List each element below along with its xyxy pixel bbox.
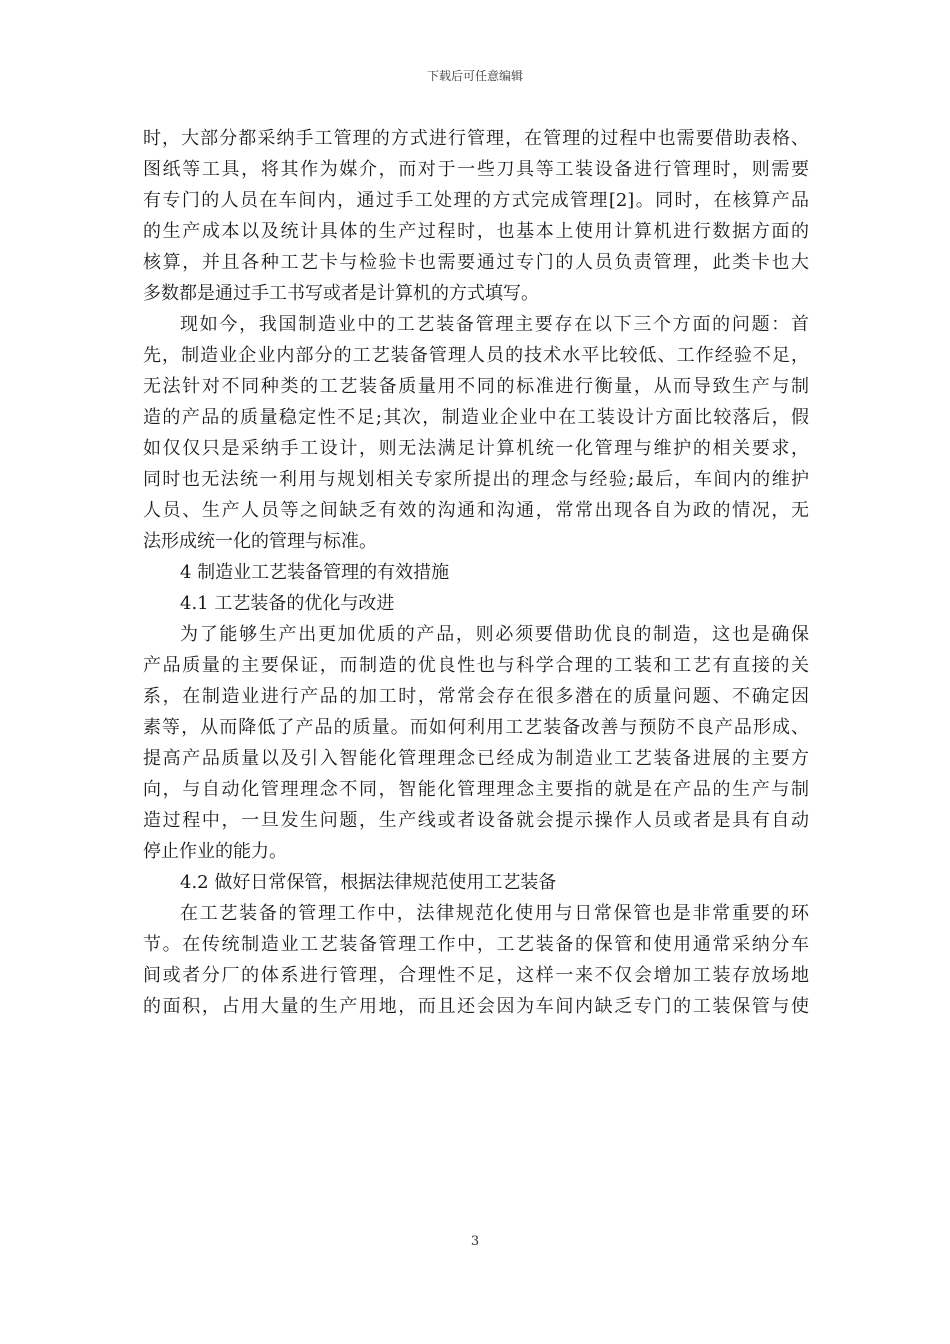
text-line: 图纸等工具，将其作为媒介，而对于一些刀具等工装设备进行管理时，则需要	[143, 159, 809, 180]
text-line: 在工艺装备的管理工作中，法律规范化使用与日常保管也是非常重要的环	[180, 903, 809, 924]
subsection-heading: 4.1 工艺装备的优化与改进	[180, 593, 395, 614]
text-line: 有专门的人员在车间内，通过手工处理的方式完成管理[2]。同时，在核算产品	[143, 190, 809, 211]
text-line: 的生产成本以及统计具体的生产过程时，也基本上使用计算机进行数据方面的	[143, 221, 809, 242]
text-line: 停止作业的能力。	[143, 841, 287, 862]
text-line: 为了能够生产出更加优质的产品，则必须要借助优良的制造，这也是确保	[180, 624, 809, 645]
text-line: 多数都是通过手工书写或者是计算机的方式填写。	[143, 283, 539, 304]
text-line: 提高产品质量以及引入智能化管理理念已经成为制造业工艺装备进展的主要方	[143, 748, 809, 769]
page-number: 3	[470, 1234, 480, 1249]
section-heading: 4 制造业工艺装备管理的有效措施	[180, 562, 450, 583]
paragraph	[143, 123, 809, 309]
paragraph	[143, 619, 809, 867]
text-line: 现如今，我国制造业中的工艺装备管理主要存在以下三个方面的问题：首	[180, 314, 809, 335]
document-body	[143, 123, 809, 1022]
text-line: 核算，并且各种工艺卡与检验卡也需要通过专门的人员负责管理，此类卡也大	[143, 252, 809, 273]
text-line: 的面积，占用大量的生产用地，而且还会因为车间内缺乏专门的工装保管与使	[143, 996, 809, 1017]
text-line: 先，制造业企业内部分的工艺装备管理人员的技术水平比较低、工作经验不足，	[143, 345, 809, 366]
text-line: 向，与自动化管理理念不同，智能化管理理念主要指的就是在产品的生产与制	[143, 779, 809, 800]
subsection-heading: 4.2 做好日常保管，根据法律规范使用工艺装备	[180, 872, 557, 893]
text-line: 如仅仅只是采纳手工设计，则无法满足计算机统一化管理与维护的相关要求，	[143, 438, 809, 459]
text-line: 间或者分厂的体系进行管理，合理性不足，这样一来不仅会增加工装存放场地	[143, 965, 809, 986]
text-line: 节。在传统制造业工艺装备管理工作中，工艺装备的保管和使用通常采纳分车	[143, 934, 809, 955]
text-line: 素等，从而降低了产品的质量。而如何利用工艺装备改善与预防不良产品形成、	[143, 717, 809, 738]
text-line: 同时也无法统一利用与规划相关专家所提出的理念与经验;最后，车间内的维护	[143, 469, 809, 490]
paragraph	[143, 898, 809, 1022]
text-line: 时，大部分都采纳手工管理的方式进行管理，在管理的过程中也需要借助表格、	[143, 128, 809, 149]
text-line: 造过程中，一旦发生问题，生产线或者设备就会提示操作人员或者是具有自动	[143, 810, 809, 831]
text-line: 法形成统一化的管理与标准。	[143, 531, 377, 552]
text-line: 无法针对不同种类的工艺装备质量用不同的标准进行衡量，从而导致生产与制	[143, 376, 809, 397]
text-line: 造的产品的质量稳定性不足;其次，制造业企业中在工装设计方面比较落后，假	[143, 407, 809, 428]
text-line: 系，在制造业进行产品的加工时，常常会存在很多潜在的质量问题、不确定因	[143, 686, 809, 707]
page-header: 下载后可任意编辑	[426, 69, 523, 83]
text-line: 人员、生产人员等之间缺乏有效的沟通和沟通，常常出现各自为政的情况，无	[143, 500, 809, 521]
text-line: 产品质量的主要保证，而制造的优良性也与科学合理的工装和工艺有直接的关	[143, 655, 809, 676]
paragraph	[143, 309, 809, 557]
